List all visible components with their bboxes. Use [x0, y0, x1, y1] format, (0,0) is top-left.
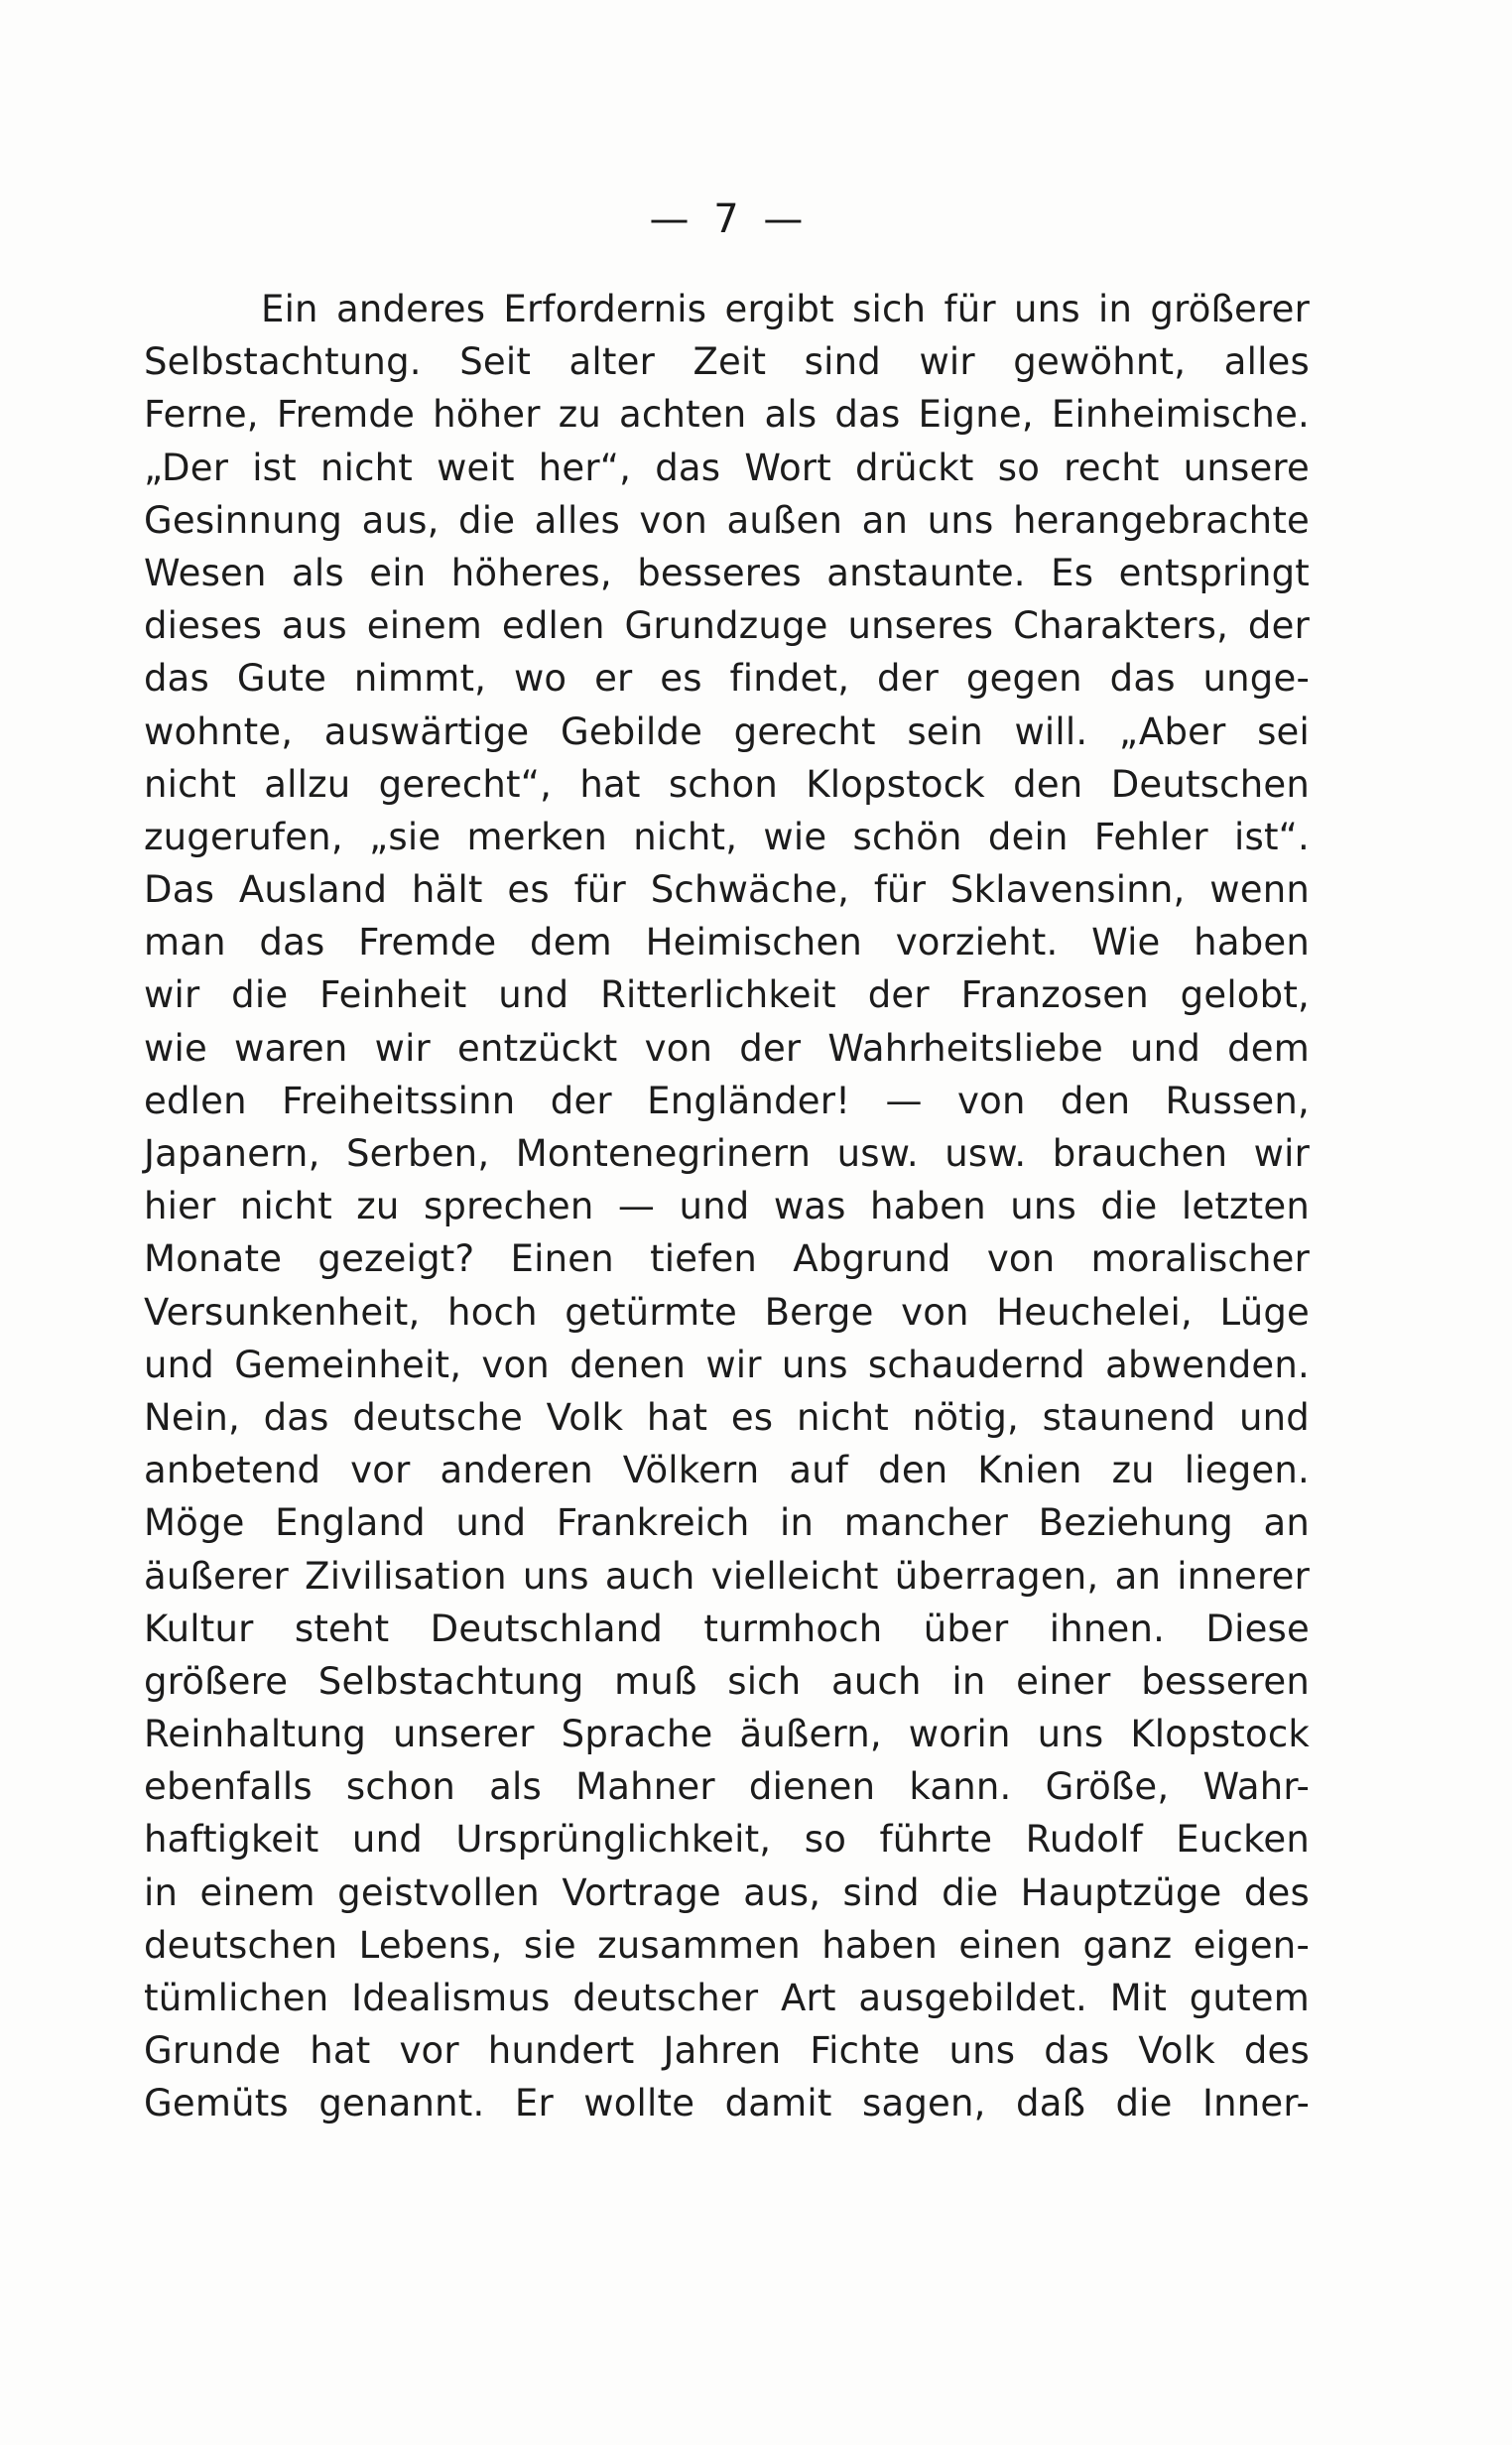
text-line: Gemüts genannt. Er wollte damit sagen, daß die Inner-	[144, 2082, 1310, 2125]
text-line: Monate gezeigt? Einen tiefen Abgrund von moralischer	[144, 1237, 1310, 1281]
text-line: Selbstachtung. Seit alter Zeit sind wir gewöhnt, alles	[144, 340, 1310, 384]
text-line: Gesinnung aus, die alles von außen an uns herangebrachte	[144, 498, 1310, 542]
text-line: haftigkeit und Ursprünglichkeit, so führte Rudolf Eucken	[144, 1818, 1310, 1862]
text-line: man das Fremde dem Heimischen vorzieht. Wie haben	[144, 921, 1310, 965]
text-line: zugerufen, „sie merken nicht, wie schön dein Fehler ist“.	[144, 815, 1310, 858]
text-line: Japanern, Serben, Montenegrinern usw. usw. brauchen wir	[144, 1132, 1310, 1175]
text-line: Wesen als ein höheres, besseres anstaunte. Es entspringt	[144, 551, 1310, 594]
text-line: ebenfalls schon als Mahner dienen kann. Größe, Wahr-	[144, 1765, 1310, 1809]
page-number: — 7 —	[649, 196, 810, 242]
text-line: äußerer Zivilisation uns auch vielleicht überragen, an innerer	[144, 1554, 1310, 1598]
text-line: Versunkenheit, hoch getürmte Berge von Heuchelei, Lüge	[144, 1290, 1310, 1334]
text-line: Reinhaltung unserer Sprache äußern, worin uns Klopstock	[144, 1713, 1310, 1756]
text-line: Kultur steht Deutschland turmhoch über ihnen. Diese	[144, 1607, 1310, 1650]
body-text	[144, 283, 1310, 2130]
text-line: wohnte, auswärtige Gebilde gerecht sein will. „Aber sei	[144, 709, 1310, 753]
text-line: Ferne, Fremde höher zu achten als das Eigne, Einheimische.	[144, 393, 1310, 437]
text-line: tümlichen Idealismus deutscher Art ausgebildet. Mit gutem	[144, 1977, 1310, 2019]
text-line: deutschen Lebens, sie zusammen haben einen ganz eigen-	[144, 1923, 1310, 1967]
text-line: und Gemeinheit, von denen wir uns schaudernd abwenden.	[144, 1343, 1310, 1386]
text-line: edlen Freiheitssinn der Engländer! — von den Russen,	[144, 1079, 1310, 1122]
text-line: „Der ist nicht weit her“, das Wort drückt so recht unsere	[144, 446, 1310, 489]
text-line: größere Selbstachtung muß sich auch in einer besseren	[144, 1659, 1310, 1703]
text-line: Nein, das deutsche Volk hat es nicht nötig, staunend und	[144, 1395, 1310, 1439]
text-line: anbetend vor anderen Völkern auf den Knien zu liegen.	[144, 1449, 1310, 1492]
text-line: Das Ausland hält es für Schwäche, für Sklavensinn, wenn	[144, 868, 1310, 912]
text-line: Grunde hat vor hundert Jahren Fichte uns das Volk des	[144, 2029, 1310, 2073]
text-line: hier nicht zu sprechen — und was haben uns die letzten	[144, 1185, 1310, 1228]
text-line: nicht allzu gerecht“, hat schon Klopstock den Deutschen	[144, 762, 1310, 806]
text-line: in einem geistvollen Vortrage aus, sind die Hauptzüge des	[144, 1870, 1310, 1914]
text-line: das Gute nimmt, wo er es findet, der gegen das unge-	[144, 657, 1310, 701]
text-line: dieses aus einem edlen Grundzuge unseres Charakters, der	[144, 604, 1310, 648]
text-line: wie waren wir entzückt von der Wahrheitsliebe und dem	[144, 1026, 1310, 1070]
text-line: Möge England und Frankreich in mancher Beziehung an	[144, 1501, 1310, 1545]
text-line: Ein anderes Erfordernis ergibt sich für uns in größerer	[261, 288, 1310, 330]
text-line: wir die Feinheit und Ritterlichkeit der Franzosen gelobt,	[144, 973, 1310, 1017]
